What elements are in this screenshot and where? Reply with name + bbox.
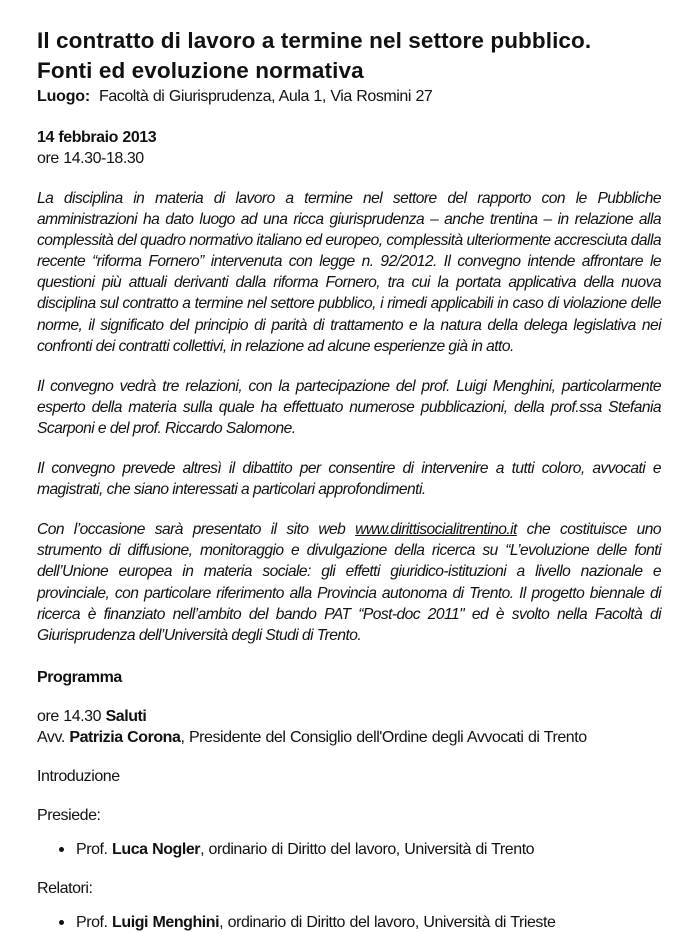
title-line-1: Il contratto di lavoro a termine nel settore pubblico. <box>37 28 592 53</box>
greeting-label: Saluti <box>105 707 147 725</box>
website-text-before: Con l’occasione sarà presentato il sito web <box>37 521 356 539</box>
website-text-after: che costituisce uno strumento di diffusione, monitoraggio e divulgazione della ricerca su “L’evoluzione delle fonti dell’Unione europea in materia sociale: gli effetti giuridico-istituzioni a livello nazionale e provinciale, con particolare riferimento alla Provincia autonoma di Trento. Il progetto biennale di ricerca è finanziato nell’ambito del bando PAT “Post-doc 2011" ed è svolto nella Facoltà di Giurisprudenza dell’Università degli Studi di Trento. <box>37 521 661 644</box>
list-item: Prof. Luca Nogler, ordinario di Diritto del lavoro, Università di Trento <box>37 839 661 860</box>
speakers-label: Relatori: <box>37 879 93 897</box>
greeting-time: ore 14.30 <box>37 707 106 725</box>
greeting-speaker <box>37 727 661 748</box>
event-time: ore 14.30-18.30 <box>37 150 144 167</box>
bullet-icon <box>59 920 64 925</box>
speaker-name: Luigi Menghini <box>112 913 220 931</box>
greeting-role: , Presidente del Consiglio dell'Ordine degli Avvocati di Trento <box>180 728 587 746</box>
speakers-paragraph: Il convegno vedrà tre relazioni, con la partecipazione del prof. Luigi Menghini, particolarmente esperto della materia sulla quale ha effettuato numerose pubblicazioni, della prof.ssa Stefania Scarponi e del prof. Riccardo Salomone. <box>37 377 661 437</box>
chair-name: Luca Nogler <box>112 840 201 858</box>
greeting-line <box>37 706 661 727</box>
location-value: Facoltà di Giurisprudenza, Aula 1, Via Rosmini 27 <box>99 88 433 105</box>
event-date <box>37 127 661 148</box>
document-title <box>37 26 661 86</box>
location-label: Luogo: <box>37 88 90 105</box>
introduction-label: Introduzione <box>37 767 120 785</box>
intro-paragraph: La disciplina in materia di lavoro a termine nel settore del rapporto con le Pubbliche amministrazioni ha dato luogo ad una ricca giurisprudenza – anche trentina – in relazione alla complessità del quadro normativo italiano ed europeo, complessità ulteriormente accresciuta dalla recente “riforma Fornero” intervenuta con legge n. 92/2012. Il convegno intende affrontare le questioni più attuali derivanti dalla riforma Fornero, tra cui la portata applicativa della nuova disciplina sul contratto a termine nel settore pubblico, i rimedi applicabili in caso di violazione delle norme, il significato del principio di parità di trattamento e la natura della delega legislativa nei confronti dei contratti collettivi, in relazione ad alcune esperienze già in atto. <box>37 190 661 355</box>
chair-list <box>37 839 661 860</box>
debate-paragraph: Il convegno prevede altresì il dibattito per consentire di intervenire a tutti coloro, avvocati e magistrati, che siano interessati a particolari approfondimenti. <box>37 460 661 499</box>
website-link[interactable]: www.dirittisocialitrentino.it <box>355 521 517 539</box>
greeting-prefix: Avv. <box>37 728 70 746</box>
location <box>37 86 661 107</box>
document-page <box>37 26 661 933</box>
title-line-2: Fonti ed evoluzione normativa <box>37 58 364 83</box>
programme-heading: Programma <box>37 668 122 686</box>
greeting-name: Patrizia Corona <box>69 728 181 746</box>
bullet-icon <box>59 847 64 852</box>
speakers-list <box>37 912 661 933</box>
chair-label: Presiede: <box>37 806 101 824</box>
website-paragraph <box>37 519 661 646</box>
date-value: 14 febbraio 2013 <box>37 129 157 146</box>
list-item: Prof. Luigi Menghini, ordinario di Diritto del lavoro, Università di Trieste <box>37 912 661 933</box>
